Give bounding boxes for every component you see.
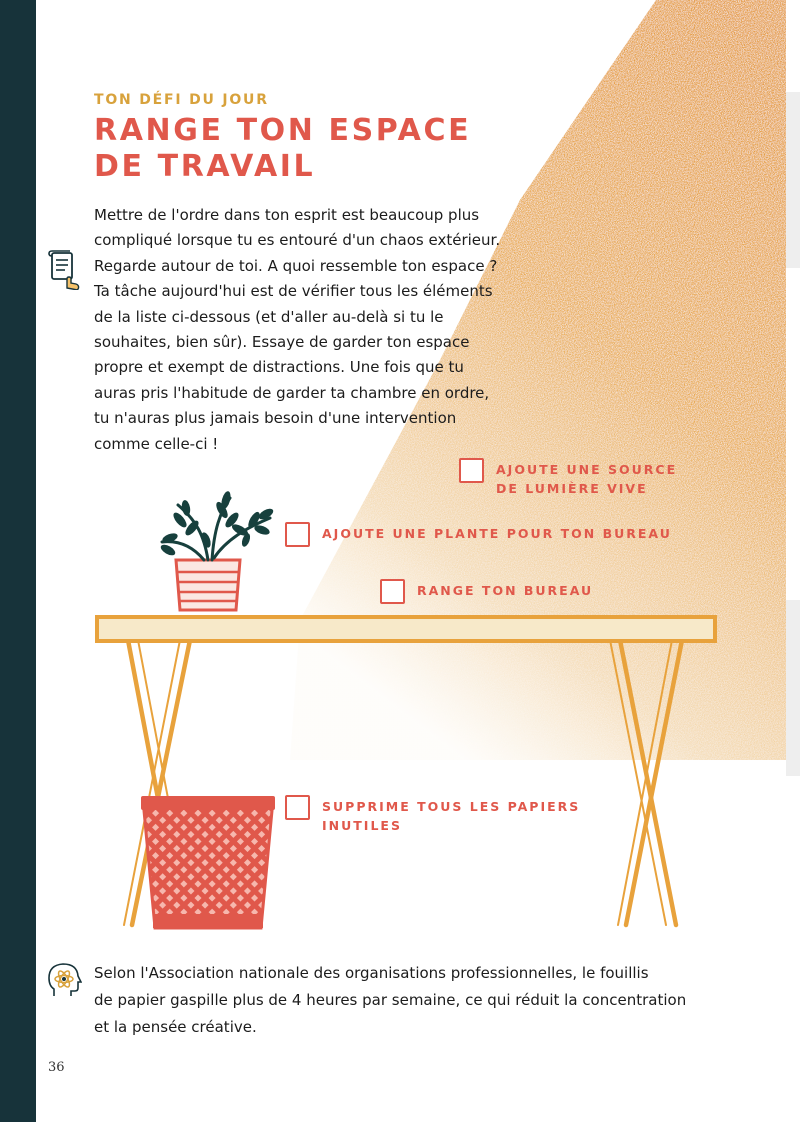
intro-line: Mettre de l'ordre dans ton esprit est beaucoup plus	[94, 206, 480, 224]
checkbox[interactable]	[285, 795, 310, 820]
atom-head-icon	[48, 962, 82, 1000]
checklist-label: RANGE TON BUREAU	[417, 583, 594, 598]
checklist-item-light[interactable]	[459, 458, 677, 498]
fact-line: et la pensée créative.	[94, 1018, 257, 1036]
checklist-label: DE LUMIÈRE VIVE	[496, 481, 648, 496]
intro-line: Regarde autour de toi. A quoi ressemble ton espace ?	[94, 256, 498, 275]
checklist-label: SUPPRIME TOUS LES PAPIERS	[322, 799, 581, 814]
intro-paragraph	[94, 203, 514, 457]
intro-line: souhaites, bien sûr). Essaye de garder ton espace	[94, 333, 470, 352]
intro-line: compliqué lorsque tu es entouré d'un chaos extérieur.	[94, 231, 501, 250]
checklist-label: AJOUTE UNE SOURCE	[496, 462, 678, 477]
checkbox[interactable]	[459, 458, 484, 483]
page-title	[94, 113, 514, 185]
fact-paragraph	[94, 960, 734, 1041]
intro-line: auras pris l'habitude de garder ta chambre en ordre,	[94, 383, 490, 402]
checkbox[interactable]	[285, 522, 310, 547]
checklist-label: INUTILES	[322, 818, 402, 833]
checklist-item-plant[interactable]	[285, 522, 672, 547]
intro-line: Ta tâche aujourd'hui est de vérifier tous les éléments	[94, 282, 493, 301]
checklist-item-papers[interactable]	[285, 795, 580, 835]
checkbox[interactable]	[380, 579, 405, 604]
title-line-2: DE TRAVAIL	[94, 149, 316, 184]
intro-line: propre et exempt de distractions. Une fois que tu	[94, 358, 464, 377]
intro-line: comme celle-ci !	[94, 434, 219, 453]
title-line-1: RANGE TON ESPACE	[94, 113, 472, 148]
checklist-item-desk[interactable]	[380, 579, 593, 604]
document-hand-icon	[48, 250, 82, 290]
page-number: 36	[48, 1060, 65, 1075]
fact-line: Selon l'Association nationale des organisations professionnelles, le fouillis	[94, 964, 649, 982]
checklist-label: AJOUTE UNE PLANTE POUR TON BUREAU	[322, 526, 672, 541]
fact-line: de papier gaspille plus de 4 heures par semaine, ce qui réduit la concentration	[94, 991, 687, 1009]
intro-line: tu n'auras plus jamais besoin d'une intervention	[94, 409, 457, 428]
challenge-kicker: TON DÉFI DU JOUR	[94, 92, 269, 108]
intro-line: de la liste ci-dessous (et d'aller au-delà si tu le	[94, 307, 444, 326]
